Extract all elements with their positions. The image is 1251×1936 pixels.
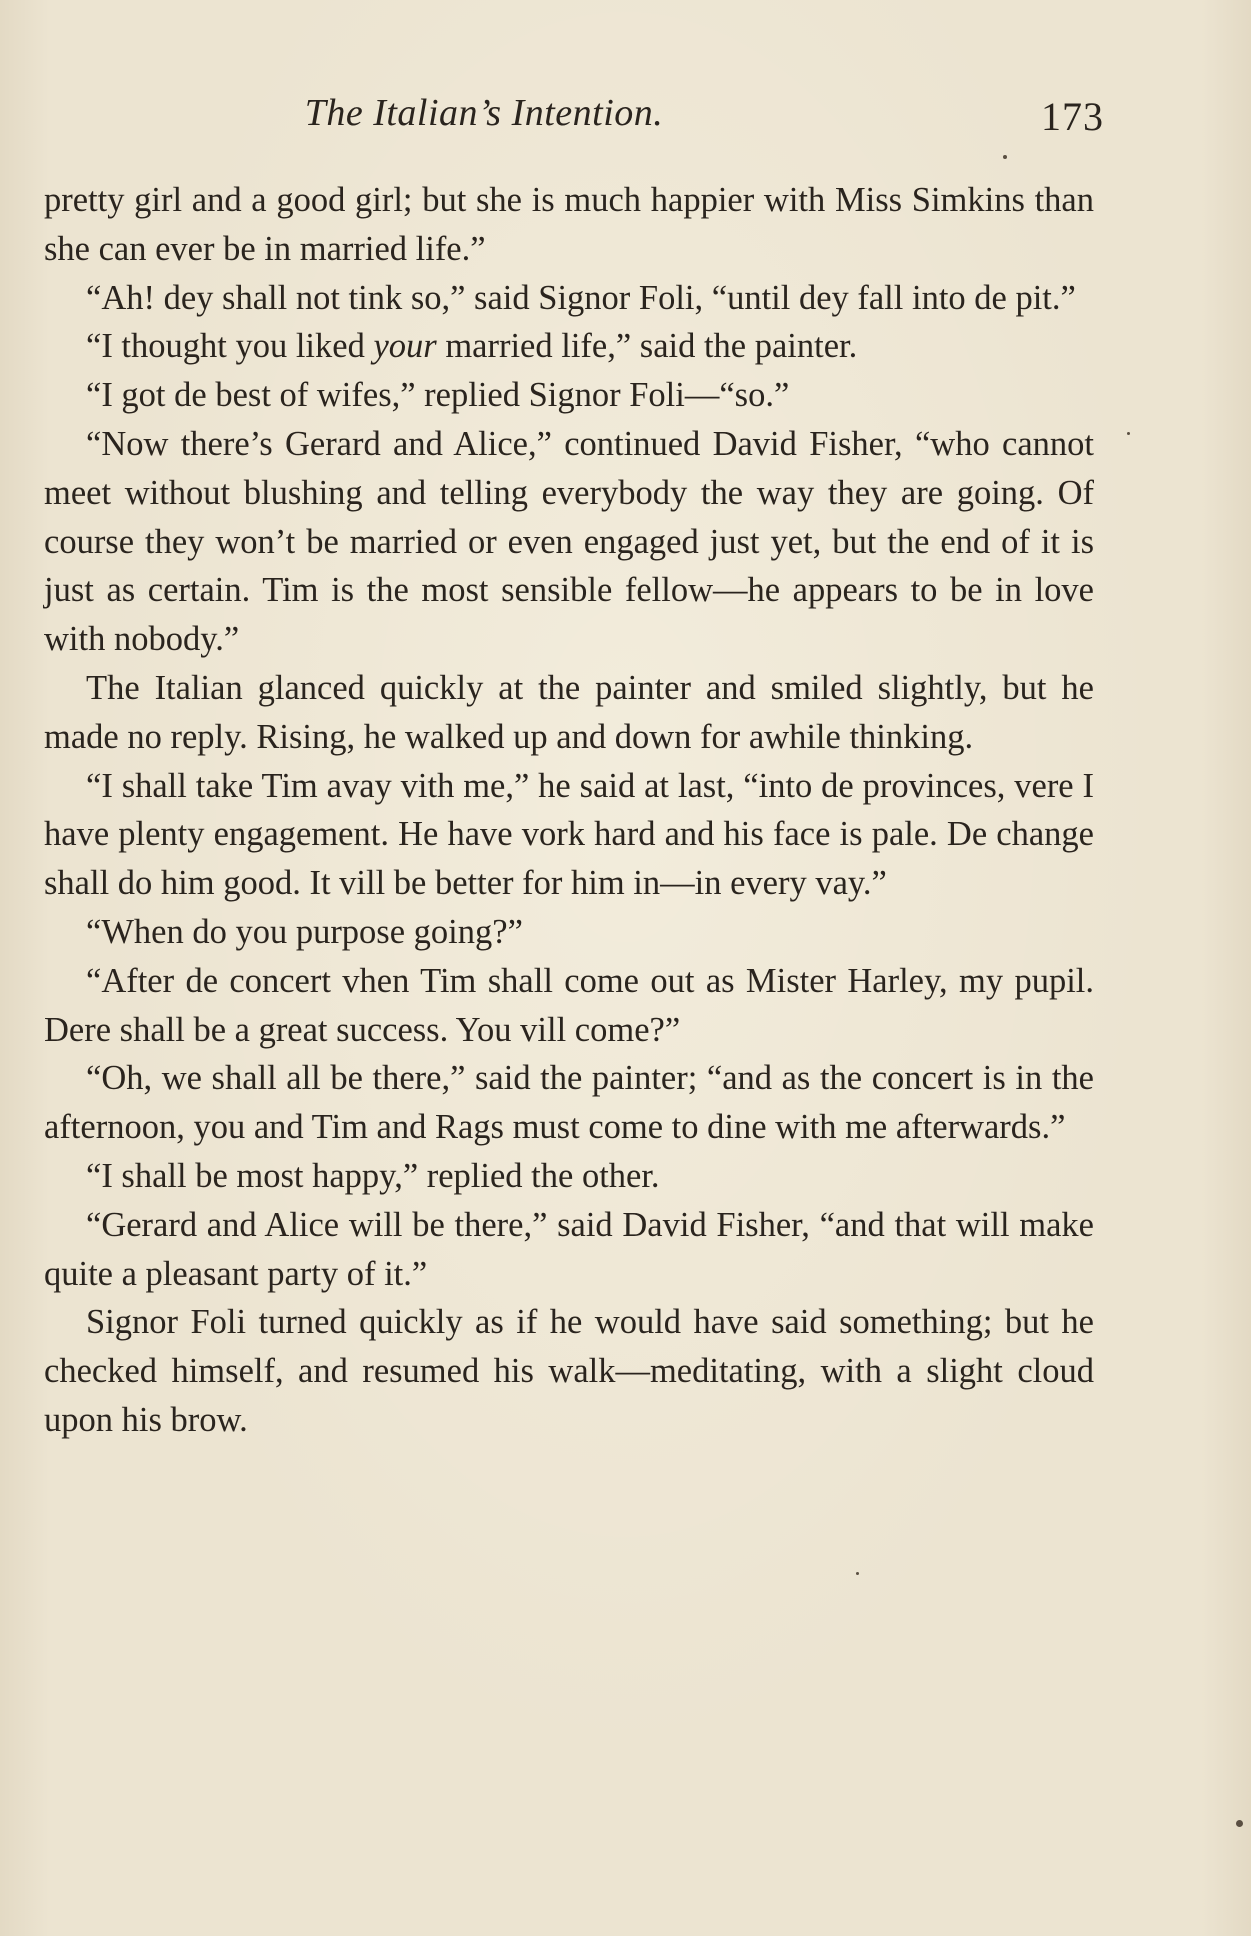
paragraph: “Oh, we shall all be there,” said the painter; “and as the concert is in the afternoon, you and Tim and Rags must come to dine with me afterwards.” (44, 1059, 1094, 1147)
paragraph: “I got de best of wifes,” replied Signor Foli—“so.” (86, 376, 790, 415)
emphasis: your (373, 327, 437, 366)
page-header (44, 88, 1104, 138)
paragraph: “Ah! dey shall not tink so,” said Signor Foli, “until dey fall into de pit.” (86, 278, 1076, 317)
running-title: The Italian’s Intention. (304, 92, 664, 134)
ink-speck (1127, 432, 1130, 435)
paragraph: “When do you purpose going?” (86, 912, 523, 951)
paragraph: “After de concert vhen Tim shall come out as Mister Harley, my pupil. Dere shall be a great success. You vill come?” (44, 961, 1094, 1049)
ink-speck (1236, 1820, 1243, 1827)
paragraph-text: “I thought you liked (86, 327, 374, 366)
page-number: 173 (1041, 94, 1104, 139)
paragraph-with-emphasis (44, 322, 1094, 371)
body-text (44, 176, 1094, 1445)
paragraph: “I shall take Tim avay vith me,” he said at last, “into de provinces, vere I have plenty engagement. He have vork hard and his face is pale. De change shall do him good. It vill be better for him in—in every vay.” (44, 766, 1094, 903)
paragraph-text: married life,” said the painter. (436, 327, 858, 366)
paragraph: “Gerard and Alice will be there,” said David Fisher, “and that will make quite a pleasant party of it.” (44, 1205, 1094, 1293)
paragraph: Signor Foli turned quickly as if he would have said something; but he checked himself, and resumed his walk—meditating, with a slight cloud upon his brow. (44, 1303, 1094, 1439)
paragraph: The Italian glanced quickly at the painter and smiled slightly, but he made no reply. Rising, he walked up and down for awhile thinking. (44, 668, 1094, 756)
ink-speck (856, 1572, 859, 1575)
paragraph: “I shall be most happy,” replied the other. (86, 1156, 660, 1195)
paragraph: “Now there’s Gerard and Alice,” continued David Fisher, “who cannot meet without blushing and telling everybody the way they are going. Of course they won’t be married or even engaged just yet, but the end of it is just as certain. Tim is the most sensible fellow—he appears to be in love with nobody.” (44, 424, 1094, 659)
ink-speck (1003, 155, 1007, 159)
paragraph: pretty girl and a good girl; but she is much happier with Miss Simkins than she can ever be in married life.” (44, 181, 1094, 268)
